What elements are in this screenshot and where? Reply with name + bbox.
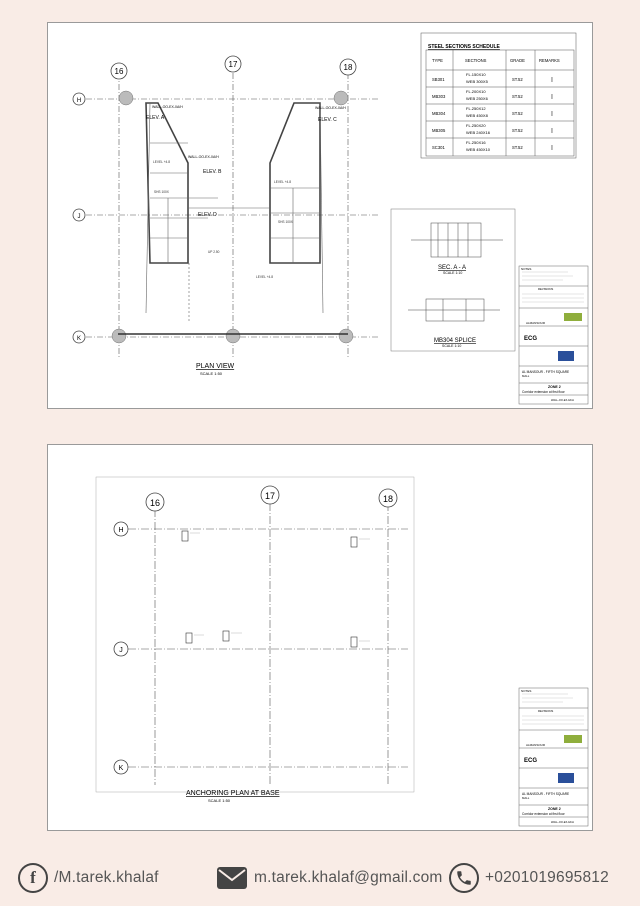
plan-view-scale: SCALE 1:50 bbox=[200, 371, 223, 376]
svg-text:MB303: MB303 bbox=[432, 94, 446, 99]
schedule-header-type: TYPE bbox=[432, 58, 443, 63]
facebook-handle: /M.tarek.khalaf bbox=[54, 869, 159, 886]
plan-view-drawing bbox=[48, 23, 592, 408]
envelope-icon bbox=[216, 866, 248, 890]
svg-text:SHS 100X: SHS 100X bbox=[154, 190, 169, 194]
section-title: SEC. A - A bbox=[438, 265, 467, 271]
svg-text:ST.52: ST.52 bbox=[512, 111, 523, 116]
email-address: m.tarek.khalaf@gmail.com bbox=[254, 869, 443, 886]
schedule-title: STEEL SECTIONS SCHEDULE bbox=[428, 44, 500, 50]
drawing-number: WALL-OO-EX-0A/H bbox=[551, 399, 574, 402]
drawing-name: Corridor extension at first floor bbox=[522, 390, 565, 394]
svg-text:FL.200X10: FL.200X10 bbox=[466, 89, 486, 94]
grid-label-17: 17 bbox=[264, 491, 276, 501]
schedule-header-sections: SECTIONS bbox=[465, 58, 487, 63]
phone-number: +0201019695812 bbox=[485, 869, 609, 886]
svg-text:LEVEL +4.8: LEVEL +4.8 bbox=[256, 275, 273, 279]
email-contact[interactable] bbox=[216, 858, 443, 898]
svg-text:SHS 100X: SHS 100X bbox=[278, 220, 293, 224]
row-label-h: H bbox=[118, 527, 124, 534]
schedule-header-grade: GRADE bbox=[510, 58, 525, 63]
splice-scale: SCALE 1:10 bbox=[442, 344, 462, 348]
svg-text:FL.250X12: FL.250X12 bbox=[466, 106, 486, 111]
svg-text:ST.52: ST.52 bbox=[512, 128, 523, 133]
notes-header: NOTES bbox=[521, 689, 532, 693]
row-label-j: J bbox=[119, 647, 123, 654]
splice-title: MB304 SPLICE bbox=[434, 338, 477, 344]
elev-d-label: ELEV. D bbox=[198, 212, 217, 218]
svg-text:ST.52: ST.52 bbox=[512, 145, 523, 150]
svg-text:I: I bbox=[551, 94, 553, 101]
row-label-j: J bbox=[77, 214, 81, 220]
svg-text:WEB 250X6: WEB 250X6 bbox=[466, 96, 488, 101]
notes-header: NOTES bbox=[521, 267, 532, 271]
wall-tag: WALL-OO-EX-0A/H bbox=[188, 155, 219, 159]
project-name: AL MANSOUR - FIFTH SQUARE bbox=[522, 370, 570, 374]
wall-tag: WALL-OO-EX-0A/H bbox=[315, 106, 346, 110]
schedule-header-remarks: REMARKS bbox=[539, 58, 560, 63]
facebook-contact[interactable] bbox=[18, 858, 159, 898]
row-label-h: H bbox=[76, 98, 82, 104]
svg-text:WEB 450X8: WEB 450X8 bbox=[466, 113, 488, 118]
zone-label: ZONE 2 bbox=[548, 807, 561, 811]
svg-text:LEVEL +4.8: LEVEL +4.8 bbox=[153, 160, 170, 164]
logo-almansour: ALMANSOUR bbox=[526, 743, 546, 747]
svg-text:SB301: SB301 bbox=[432, 77, 445, 82]
anchoring-plan-drawing bbox=[48, 445, 592, 830]
logo-almansour: ALMANSOUR bbox=[526, 321, 546, 325]
drawing-sheet-anchoring bbox=[47, 444, 593, 831]
wall-tag: WALL-OO-EX-0A/H bbox=[152, 105, 183, 109]
revisions-header: REVISIONS bbox=[538, 709, 554, 713]
grid-label-16: 16 bbox=[149, 498, 161, 508]
project-sub: MALL bbox=[522, 374, 530, 378]
anchoring-plan-scale: SCALE 1:50 bbox=[208, 798, 231, 803]
elev-c-label: ELEV. C bbox=[318, 117, 337, 123]
svg-text:FL.150X10: FL.150X10 bbox=[466, 72, 486, 77]
logo-ecg: ECG bbox=[524, 758, 538, 764]
grid-label-16: 16 bbox=[114, 67, 124, 76]
row-label-k: K bbox=[76, 336, 82, 342]
drawing-name: Corridor extension at first floor bbox=[522, 812, 565, 816]
plan-view-title: PLAN VIEW bbox=[196, 363, 235, 370]
logo-ecg: ECG bbox=[524, 336, 538, 342]
row-label-k: K bbox=[118, 765, 124, 772]
grid-label-17: 17 bbox=[228, 60, 238, 69]
phone-contact[interactable] bbox=[449, 858, 609, 898]
svg-text:I: I bbox=[551, 111, 553, 118]
grid-label-18: 18 bbox=[382, 494, 394, 504]
svg-text:FL.250X16: FL.250X16 bbox=[466, 140, 486, 145]
svg-text:I: I bbox=[551, 145, 553, 152]
revisions-header: REVISIONS bbox=[538, 287, 554, 291]
svg-text:MB304: MB304 bbox=[432, 111, 446, 116]
elev-a-label: ELEV. A bbox=[146, 115, 165, 121]
svg-text:WEB 450X10: WEB 450X10 bbox=[466, 147, 491, 152]
anchoring-plan-title: ANCHORING PLAN AT BASE bbox=[186, 790, 280, 797]
phone-icon bbox=[449, 863, 479, 893]
grid-label-18: 18 bbox=[343, 63, 353, 72]
svg-text:SC301: SC301 bbox=[432, 145, 445, 150]
facebook-icon: f bbox=[18, 863, 48, 893]
svg-text:I: I bbox=[551, 128, 553, 135]
project-name: AL MANSOUR - FIFTH SQUARE bbox=[522, 792, 570, 796]
svg-text:WEB 300X5: WEB 300X5 bbox=[466, 79, 488, 84]
svg-text:WEB 240X16: WEB 240X16 bbox=[466, 130, 491, 135]
project-sub: MALL bbox=[522, 796, 530, 800]
svg-text:I: I bbox=[551, 77, 553, 84]
zone-label: ZONE 2 bbox=[548, 385, 561, 389]
section-scale: SCALE 1:10 bbox=[443, 271, 463, 275]
svg-text:ST.52: ST.52 bbox=[512, 94, 523, 99]
svg-text:LEVEL +4.8: LEVEL +4.8 bbox=[274, 180, 291, 184]
drawing-sheet-plan bbox=[47, 22, 593, 409]
svg-text:ST.52: ST.52 bbox=[512, 77, 523, 82]
drawing-number: WALL-OO-EX-0A/H bbox=[551, 821, 574, 824]
svg-text:UP 2.50: UP 2.50 bbox=[208, 250, 220, 254]
elev-b-label: ELEV. B bbox=[203, 169, 222, 175]
svg-text:FL.250X20: FL.250X20 bbox=[466, 123, 486, 128]
svg-text:MB305: MB305 bbox=[432, 128, 446, 133]
